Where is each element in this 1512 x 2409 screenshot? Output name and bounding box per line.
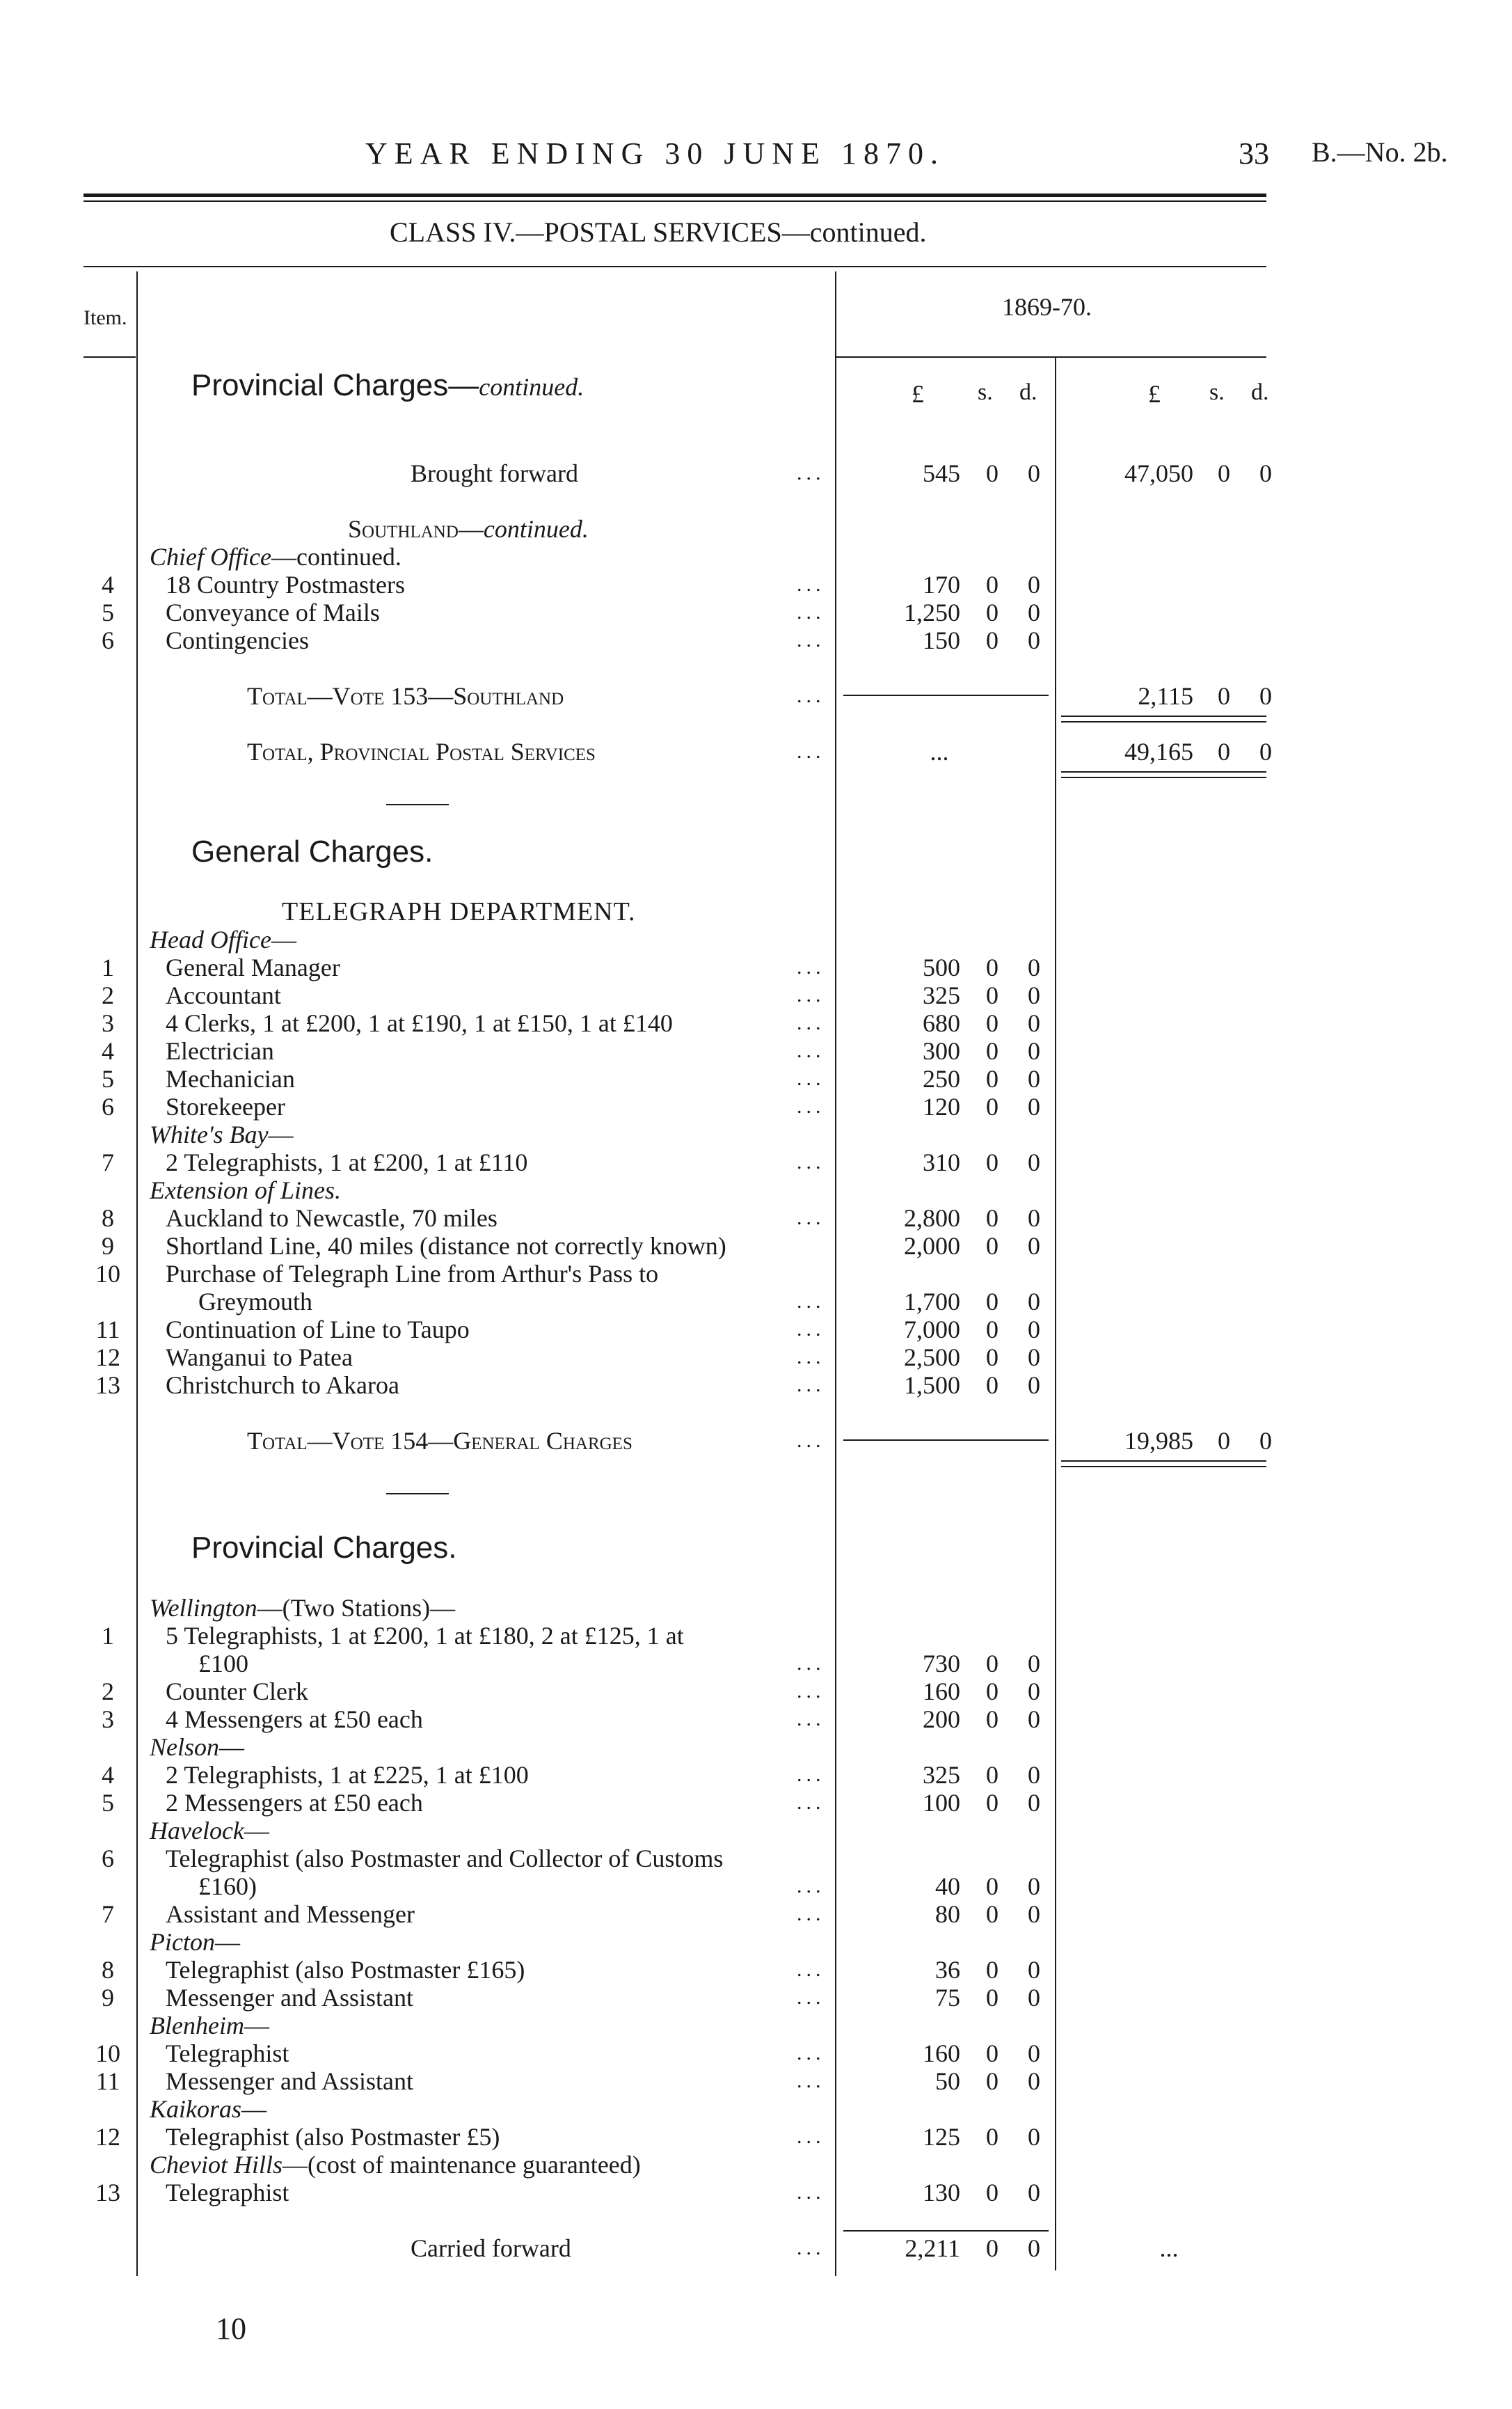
line-description: 2 Telegraphists, 1 at £225, 1 at £100 (166, 1761, 529, 1789)
line-description: 4 Messengers at £50 each (166, 1705, 423, 1733)
amount-pence: 0 (1028, 954, 1040, 981)
amount-pence: 0 (1028, 2039, 1040, 2067)
dot-leader: ... (797, 573, 825, 596)
total-label: Total—Vote 153—Southland (247, 682, 564, 710)
amount-pence: 0 (1028, 1065, 1040, 1093)
dot-leader: ... (797, 684, 825, 707)
amount-shillings: 0 (986, 1956, 998, 1984)
amount-pounds: 2,500 (904, 1343, 960, 1371)
amount-shillings: 0 (986, 1984, 998, 2012)
col2-pence-header: d. (1251, 379, 1269, 405)
amount-pounds: 545 (923, 459, 960, 487)
dot-leader: ... (797, 1986, 825, 2009)
amount-pence: 0 (1028, 1956, 1040, 1984)
dot-leader: ... (797, 1680, 825, 1703)
amount-pence: 0 (1028, 1677, 1040, 1705)
item-number: 4 (102, 1761, 114, 1789)
dot-leader: ... (797, 1429, 825, 1452)
amount-pence: 0 (1028, 1343, 1040, 1371)
amount-shillings: 0 (986, 1872, 998, 1900)
line-description: Continuation of Line to Taupo (166, 1316, 470, 1343)
line-description: 2 Telegraphists, 1 at £200, 1 at £110 (166, 1148, 528, 1176)
group-label: Chief Office—continued. (150, 543, 401, 571)
item-column-header: Item. (83, 306, 127, 329)
subtotal-pence: 0 (1259, 1427, 1272, 1455)
amount-shillings: 0 (986, 2123, 998, 2151)
amount-pence: 0 (1028, 1009, 1040, 1037)
amount-pence: 0 (1028, 459, 1040, 487)
group-label: Kaikoras— (150, 2095, 267, 2123)
amount-pounds: 100 (923, 1789, 960, 1817)
dot-leader: ... (797, 740, 825, 763)
line-description: 5 Telegraphists, 1 at £200, 1 at £180, 2 at £125, 1 at (166, 1622, 684, 1650)
amount-pounds: 80 (935, 1900, 960, 1928)
dot-leader: ... (797, 1874, 825, 1897)
dot-leader: ... (797, 2236, 825, 2259)
line-description: Wanganui to Patea (166, 1343, 353, 1371)
amount-pence: 0 (1028, 1037, 1040, 1065)
amount-pence: 0 (1028, 1204, 1040, 1232)
year-column-header: 1869-70. (1002, 293, 1092, 321)
amount-column-rule (835, 271, 836, 2276)
item-number: 3 (102, 1009, 114, 1037)
line-description: Telegraphist (also Postmaster £5) (166, 2123, 500, 2151)
amount-pence: 0 (1028, 2067, 1040, 2095)
line-description: Shortland Line, 40 miles (distance not correctly known) (166, 1232, 726, 1260)
group-label: Havelock— (150, 1817, 269, 1845)
amount-pounds: 325 (923, 981, 960, 1009)
amount-pounds: 730 (923, 1650, 960, 1677)
table-top-rule (83, 266, 1266, 267)
section-divider (386, 1493, 449, 1494)
amount-pounds: 125 (923, 2123, 960, 2151)
subtotal-pounds: 47,050 (1124, 459, 1193, 487)
item-number: 9 (102, 1984, 114, 2012)
amount-shillings: 0 (986, 1037, 998, 1065)
dot-leader: ... (797, 601, 825, 624)
amount-shillings: 0 (986, 1761, 998, 1789)
line-description: Auckland to Newcastle, 70 miles (166, 1204, 498, 1232)
amount-shillings: 0 (986, 1789, 998, 1817)
amount-shillings: 0 (986, 2039, 998, 2067)
amount-shillings: 0 (986, 1677, 998, 1705)
amount-pounds: 36 (935, 1956, 960, 1984)
line-description: Conveyance of Mails (166, 599, 380, 626)
signature-mark: 10 (216, 2312, 246, 2346)
total-rule-upper (1061, 771, 1266, 773)
amount-shillings: 0 (986, 954, 998, 981)
item-number: 8 (102, 1956, 114, 1984)
item-number: 2 (102, 1677, 114, 1705)
dot-leader: ... (797, 1095, 825, 1118)
amount-pence: 0 (1028, 1789, 1040, 1817)
amount-pence: 0 (1028, 626, 1040, 654)
amount-shillings: 0 (986, 981, 998, 1009)
item-number: 10 (95, 1260, 120, 1288)
amount-shillings: 0 (986, 1343, 998, 1371)
dot-leader: ... (797, 1652, 825, 1675)
dot-leader: ... (797, 629, 825, 651)
col1-shillings-header: s. (978, 379, 993, 405)
group-label: Head Office— (150, 926, 296, 954)
line-description: Christchurch to Akaroa (166, 1371, 399, 1399)
line-description: Assistant and Messenger (166, 1900, 415, 1928)
subtotal-shillings: 0 (1218, 682, 1230, 710)
amount-pounds: 1,250 (904, 599, 960, 626)
group-label: White's Bay— (150, 1121, 294, 1148)
amount-shillings: 0 (986, 1065, 998, 1093)
amount-pence: 0 (1028, 1900, 1040, 1928)
total-label: Total—Vote 154—General Charges (247, 1427, 632, 1455)
dot-leader: ... (797, 1958, 825, 1981)
col1-pounds-header: £ (912, 380, 924, 408)
item-number: 4 (102, 571, 114, 599)
dot-leader: ... (797, 1067, 825, 1090)
section-heading: General Charges. (191, 835, 433, 869)
subtotal-column-rule (1055, 356, 1056, 2270)
subtotal-pence: 0 (1259, 738, 1272, 766)
amount-shillings: 0 (986, 1232, 998, 1260)
amount-pounds: 325 (923, 1761, 960, 1789)
amount-pence: 0 (1028, 1872, 1040, 1900)
amount-pence: 0 (1028, 599, 1040, 626)
item-number: 6 (102, 1845, 114, 1872)
amount-pounds: 300 (923, 1037, 960, 1065)
amount-pounds: 200 (923, 1705, 960, 1733)
amount-pounds: 170 (923, 571, 960, 599)
line-description: 2 Messengers at £50 each (166, 1789, 423, 1817)
amount-shillings: 0 (986, 571, 998, 599)
amount-shillings: 0 (986, 1148, 998, 1176)
amount-pounds: 2,000 (904, 1232, 960, 1260)
item-number: 4 (102, 1037, 114, 1065)
line-description: Telegraphist (166, 2179, 289, 2206)
document-reference: B.—No. 2b. (1312, 136, 1448, 168)
line-description: £100 (198, 1650, 248, 1677)
header-rule-thin (83, 200, 1266, 202)
line-description: Accountant (166, 981, 281, 1009)
subtotal-pounds: 2,115 (1138, 682, 1193, 710)
subsection-heading: Southland—continued. (348, 515, 589, 543)
amount-pounds: 2,211 (905, 2234, 960, 2262)
amount-shillings: 0 (986, 1650, 998, 1677)
total-rule-lower (1061, 721, 1266, 722)
subtotal-shillings: 0 (1218, 738, 1230, 766)
line-description: Electrician (166, 1037, 274, 1065)
item-number: 13 (95, 1371, 120, 1399)
dot-leader: ... (797, 1345, 825, 1368)
item-number: 7 (102, 1148, 114, 1176)
item-number: 10 (95, 2039, 120, 2067)
amount-pounds: 7,000 (904, 1316, 960, 1343)
item-number: 5 (102, 1065, 114, 1093)
amount-pence: 0 (1028, 981, 1040, 1009)
amount-pence: 0 (1028, 2179, 1040, 2206)
dot-leader: ... (797, 1011, 825, 1034)
item-number: 9 (102, 1232, 114, 1260)
line-description: Telegraphist (also Postmaster and Collector of Customs (166, 1845, 724, 1872)
amount-shillings: 0 (986, 1093, 998, 1121)
amount-pence: 0 (1028, 571, 1040, 599)
total-rule-lower (1061, 777, 1266, 778)
amount-pounds: 130 (923, 2179, 960, 2206)
col2-shillings-header: s. (1209, 379, 1225, 405)
page-header-title: YEAR ENDING 30 JUNE 1870. (365, 136, 945, 171)
line-description: General Manager (166, 954, 340, 981)
line-description: Messenger and Assistant (166, 1984, 413, 2012)
department-heading: TELEGRAPH DEPARTMENT. (282, 897, 636, 926)
amount-pence: 0 (1028, 2123, 1040, 2151)
dot-leader: ... (797, 2181, 825, 2204)
amount-pounds: 75 (935, 1984, 960, 2012)
line-description: 4 Clerks, 1 at £200, 1 at £190, 1 at £150, 1 at £140 (166, 1009, 673, 1037)
total-label: Total, Provincial Postal Services (247, 738, 596, 766)
subtotal-pence: 0 (1259, 459, 1272, 487)
amount-pounds: 680 (923, 1009, 960, 1037)
amount-shillings: 0 (986, 1204, 998, 1232)
amount-pence: 0 (1028, 2234, 1040, 2262)
total-rule-upper (1061, 1460, 1266, 1462)
line-description: Contingencies (166, 626, 309, 654)
item-number: 6 (102, 626, 114, 654)
class-title: CLASS IV.—POSTAL SERVICES—continued. (390, 216, 927, 248)
dot-leader: ... (797, 1151, 825, 1174)
line-description: Mechanician (166, 1065, 295, 1093)
year-header-rule (835, 356, 1266, 358)
line-description: Telegraphist (also Postmaster £165) (166, 1956, 525, 1984)
group-label: Extension of Lines. (150, 1176, 341, 1204)
section-heading: Provincial Charges. (191, 1531, 457, 1565)
amount-pounds: 500 (923, 954, 960, 981)
item-number: 12 (95, 1343, 120, 1371)
amount-shillings: 0 (986, 599, 998, 626)
group-label: Blenheim— (150, 2012, 269, 2039)
amount-pounds: 50 (935, 2067, 960, 2095)
amount-shillings: 0 (986, 1316, 998, 1343)
line-description: Purchase of Telegraph Line from Arthur's Pass to (166, 1260, 659, 1288)
amount-pounds: 120 (923, 1093, 960, 1121)
subtotal-pounds: 49,165 (1124, 738, 1193, 766)
amount-pence: 0 (1028, 1371, 1040, 1399)
line-description: Storekeeper (166, 1093, 285, 1121)
subtotal-shillings: 0 (1218, 1427, 1230, 1455)
item-number: 3 (102, 1705, 114, 1733)
amount-shillings: 0 (986, 1371, 998, 1399)
dot-leader: ... (797, 2125, 825, 2148)
item-number: 11 (95, 1316, 120, 1343)
item-number: 8 (102, 1204, 114, 1232)
dot-leader: ... (797, 1206, 825, 1229)
line-description: 18 Country Postmasters (166, 571, 406, 599)
dot-leader: ... (797, 956, 825, 979)
sum-rule (843, 1439, 1049, 1441)
forward-label: Carried forward (411, 2234, 571, 2262)
amount-shillings: 0 (986, 2179, 998, 2206)
amount-pounds: 310 (923, 1148, 960, 1176)
dot-leader: ... (797, 984, 825, 1006)
group-label: Wellington—(Two Stations)— (150, 1594, 456, 1622)
subtotal-pence: 0 (1259, 682, 1272, 710)
amount-pence: 0 (1028, 1232, 1040, 1260)
amount-pounds: 150 (923, 626, 960, 654)
amount-pounds: 250 (923, 1065, 960, 1093)
amount-pounds: 40 (935, 1872, 960, 1900)
amount-shillings: 0 (986, 1288, 998, 1316)
section-heading: Provincial Charges—continued. (191, 368, 584, 402)
sum-rule (843, 695, 1049, 696)
item-header-rule (83, 356, 136, 358)
amount-shillings: 0 (986, 1900, 998, 1928)
total-rule-lower (1061, 1466, 1266, 1467)
amount-pence: 0 (1028, 1984, 1040, 2012)
group-label: Cheviot Hills—(cost of maintenance guaranteed) (150, 2151, 641, 2179)
col2-pounds-header: £ (1148, 380, 1161, 408)
amount-pence: 0 (1028, 1650, 1040, 1677)
amount-pence: 0 (1028, 1288, 1040, 1316)
dot-leader: ... (797, 1763, 825, 1786)
dot-leader: ... (797, 1318, 825, 1341)
dot-leader: ... (797, 461, 825, 484)
amount-pounds: 160 (923, 2039, 960, 2067)
amount-pounds: 160 (923, 1677, 960, 1705)
amount-shillings: 0 (986, 2234, 998, 2262)
amount-shillings: 0 (986, 2067, 998, 2095)
amount-pence: 0 (1028, 1761, 1040, 1789)
forward-label: Brought forward (411, 459, 578, 487)
amount-pence: 0 (1028, 1148, 1040, 1176)
col1-pence-header: d. (1019, 379, 1037, 405)
item-number: 5 (102, 599, 114, 626)
dot-leader: ... (797, 1373, 825, 1396)
item-number: 2 (102, 981, 114, 1009)
section-divider (386, 804, 449, 805)
subtotal-pounds: ... (1159, 2234, 1179, 2262)
dot-leader: ... (797, 1039, 825, 1062)
item-number: 1 (102, 1622, 114, 1650)
line-description: Counter Clerk (166, 1677, 308, 1705)
amount-shillings: 0 (986, 626, 998, 654)
dot-leader: ... (797, 1791, 825, 1814)
line-description: Telegraphist (166, 2039, 289, 2067)
dot-leader: ... (797, 2041, 825, 2064)
line-description: £160) (198, 1872, 257, 1900)
amount-pence: 0 (1028, 1705, 1040, 1733)
subtotal-shillings: 0 (1218, 459, 1230, 487)
dot-leader: ... (797, 1707, 825, 1730)
amount-pounds: 1,500 (904, 1371, 960, 1399)
item-number: 7 (102, 1900, 114, 1928)
dot-leader: ... (797, 1290, 825, 1313)
group-label: Picton— (150, 1928, 240, 1956)
header-rule (83, 193, 1266, 197)
item-number: 1 (102, 954, 114, 981)
sum-rule (843, 2230, 1049, 2232)
group-label: Nelson— (150, 1733, 245, 1761)
subtotal-pounds: 19,985 (1124, 1427, 1193, 1455)
amount-pence: 0 (1028, 1093, 1040, 1121)
line-description: Greymouth (198, 1288, 312, 1316)
item-number: 12 (95, 2123, 120, 2151)
line-description: Messenger and Assistant (166, 2067, 413, 2095)
amount-pounds: 2,800 (904, 1204, 960, 1232)
amount-shillings: 0 (986, 1009, 998, 1037)
total-rule-upper (1061, 716, 1266, 717)
amount-pounds: ... (930, 738, 949, 766)
item-number: 11 (95, 2067, 120, 2095)
item-number: 5 (102, 1789, 114, 1817)
amount-shillings: 0 (986, 459, 998, 487)
item-number: 6 (102, 1093, 114, 1121)
dot-leader: ... (797, 1902, 825, 1925)
amount-pounds: 1,700 (904, 1288, 960, 1316)
amount-pence: 0 (1028, 1316, 1040, 1343)
page-number: 33 (1239, 136, 1269, 171)
dot-leader: ... (797, 2069, 825, 2092)
item-number: 13 (95, 2179, 120, 2206)
amount-shillings: 0 (986, 1705, 998, 1733)
